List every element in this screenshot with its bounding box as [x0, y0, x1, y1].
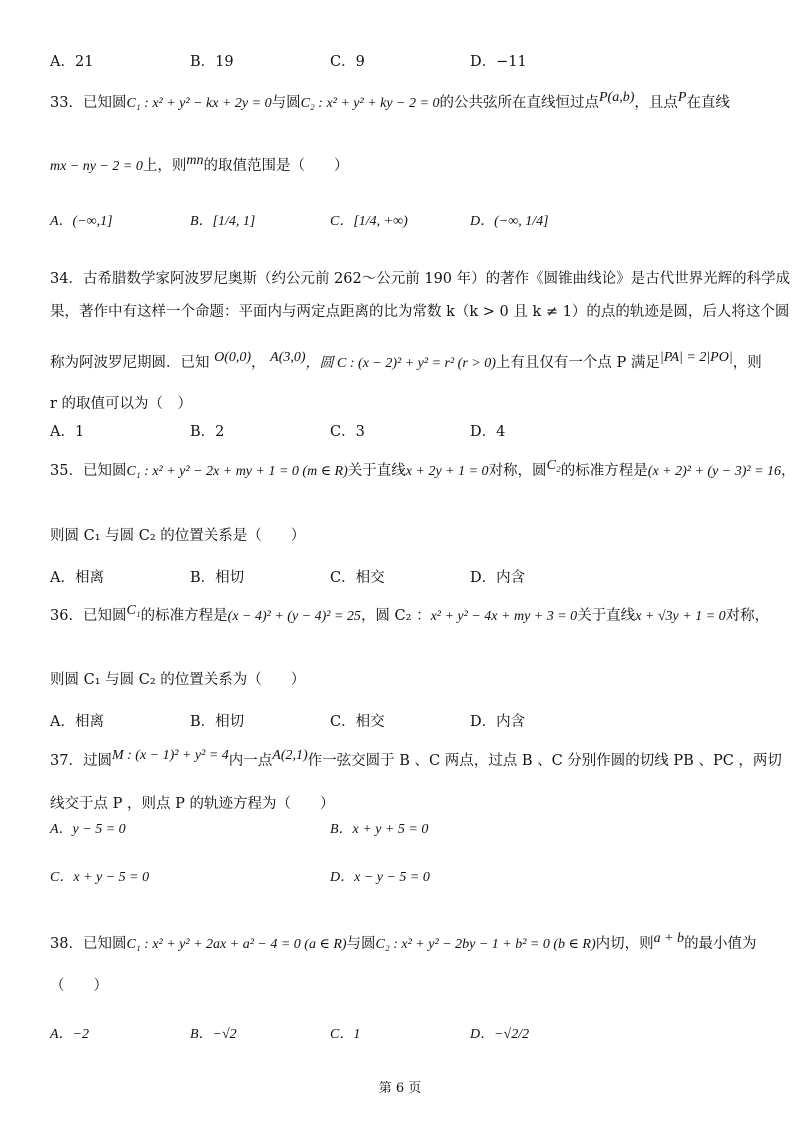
q34-option-d: D．4 — [470, 424, 506, 440]
q37-circle-m: M : (x − 1)² + y² = 4 — [111, 748, 229, 763]
q33-line-eq: mx − ny − 2 = 0 — [50, 159, 143, 174]
q38-text: 内切，则 — [595, 936, 654, 952]
q32-option-c: C．9 — [330, 54, 365, 70]
q33-text: 在直线 — [686, 95, 730, 111]
q37-option-c-text: C．x + y − 5 = 0 — [50, 870, 150, 885]
q33-text: 上，则 — [142, 158, 187, 174]
page-number: 第 6 页 — [378, 1081, 422, 1096]
q32-option-d: D．−11 — [470, 54, 527, 70]
q36-line-eq: x + √3y + 1 = 0 — [635, 609, 726, 624]
q33-stem-line1 — [50, 90, 730, 112]
q38-stem-line2: （ ） — [50, 978, 108, 994]
q37-option-b — [330, 818, 428, 838]
q35-c2: C₂ — [546, 458, 561, 473]
q37-point-a: A(2,1) — [272, 748, 308, 763]
q36-option-b: B．相切 — [190, 714, 245, 730]
q33-option-a: A．(−∞,1] — [50, 214, 113, 229]
q34-text: ，则 — [732, 355, 762, 371]
q34-option-c: C．3 — [330, 424, 365, 440]
q38-stem-line1 — [50, 931, 757, 953]
q33-text: 的取值范围是（ ） — [203, 158, 349, 174]
q36-option-a: A．相离 — [50, 714, 104, 730]
q35-circle-c2: (x + 2)² + (y − 3)² = 16 — [647, 464, 782, 479]
q37-option-a-text: A．y − 5 = 0 — [50, 822, 126, 837]
q36-text: 对称， — [725, 608, 770, 624]
q34-stem-line4: r 的取值可以为（ ） — [50, 396, 193, 412]
q38-a-plus-b: a + b — [653, 931, 685, 946]
q34-condition: |PA| = 2|PO| — [659, 350, 733, 365]
q34-point-o: O(0,0) — [214, 350, 252, 365]
q35-stem-line1 — [50, 458, 796, 480]
q33-stem-line2 — [50, 153, 349, 175]
q35-text: ， — [781, 463, 796, 479]
q33-text: ，且点 — [634, 95, 678, 111]
q35-text: 对称，圆 — [488, 463, 547, 479]
q35-line-eq: x + 2y + 1 = 0 — [405, 464, 489, 479]
q38-circle-c1: C₁ : x² + y² + 2ax + a² − 4 = 0 (a ∈ R) — [126, 937, 347, 952]
q33-mn: mn — [186, 153, 204, 168]
q37-stem-line1 — [50, 748, 782, 770]
q36-text: 关于直线 — [577, 608, 636, 624]
q36-text: 的标准方程是 — [140, 608, 228, 624]
q37-text: 内一点 — [228, 753, 273, 769]
q34-stem-line3: 称为阿波罗尼期圆．已知 O(0,0)， A(3,0)，圆 C : (x − 2)² + y² = r² (r > 0)上有且仅有一个点 P 满足|PA| = 2|PO|，则 — [50, 350, 762, 371]
q38-option-b: B．−√2 — [190, 1027, 237, 1042]
q33-circle-c1: C₁ : x² + y² − kx + 2y = 0 — [126, 96, 272, 111]
q36-option-c: C．相交 — [330, 714, 385, 730]
q38-option-c: C．1 — [330, 1027, 361, 1042]
q37-stem-line2: 线交于点 P ，则点 P 的轨迹方程为（ ） — [50, 796, 335, 812]
q33-option-d: D．(−∞, 1/4] — [470, 214, 549, 229]
q34-option-a: A．1 — [50, 424, 85, 440]
q33-option-c: C．[1/4, +∞) — [330, 214, 408, 229]
q33-point-p: P — [677, 90, 687, 105]
q38-text: 的最小值为 — [684, 936, 757, 952]
q38-option-d: D．−√2/2 — [470, 1027, 530, 1042]
q37-option-d — [330, 866, 430, 886]
q36-circle-c2: x² + y² − 4x + my + 3 = 0 — [430, 609, 578, 624]
q34-text: 称为阿波罗尼期圆．已知 — [50, 355, 210, 371]
q33-circle-c2: C₂ : x² + y² + ky − 2 = 0 — [300, 96, 440, 111]
q35-text: 的标准方程是 — [560, 463, 648, 479]
q37-option-a — [50, 818, 126, 838]
q34-stem-line2: 果，著作中有这样一个命题：平面内与两定点距离的比为常数 k（k > 0 且 k ≠ 1）的点的轨迹是圆，后人将这个圆 — [50, 304, 790, 320]
q34-option-b: B．2 — [190, 424, 225, 440]
q36-stem-line2: 则圆 C₁ 与圆 C₂ 的位置关系为（ ） — [50, 672, 306, 688]
q35-option-a: A．相离 — [50, 570, 104, 586]
q36-stem-line1 — [50, 603, 769, 625]
q35-label: 35．已知圆 — [50, 463, 127, 479]
q34-text: 上有且仅有一个点 P 满足 — [495, 355, 660, 371]
q38-circle-c2: C₂ : x² + y² − 2by − 1 + b² = 0 (b ∈ R) — [375, 937, 596, 952]
q35-stem-line2: 则圆 C₁ 与圆 C₂ 的位置关系是（ ） — [50, 528, 306, 544]
q34-stem-line1: 34．古希腊数学家阿波罗尼奥斯（约公元前 262～公元前 190 年）的著作《圆锥曲线论》是古代世界光辉的科学成 — [50, 271, 791, 287]
q38-text: 与圆 — [346, 936, 376, 952]
q36-option-d: D．内含 — [470, 714, 526, 730]
q32-option-a: A．21 — [50, 54, 94, 70]
q33-point: P(a,b) — [598, 90, 635, 105]
q32-option-b: B．19 — [190, 54, 234, 70]
q37-text: 作一弦交圆于 B 、C 两点，过点 B 、C 分别作圆的切线 PB 、PC ，两切 — [307, 753, 782, 769]
q36-c1: C₁ — [126, 603, 141, 618]
q34-point-a: A(3,0) — [270, 350, 306, 365]
q33-text: 与圆 — [271, 95, 301, 111]
q37-option-c — [50, 866, 149, 886]
q38-label: 38．已知圆 — [50, 936, 127, 952]
q36-circle-c1: (x − 4)² + (y − 4)² = 25 — [227, 609, 361, 624]
q33-text: 的公共弦所在直线恒过点 — [439, 95, 599, 111]
q37-option-b-text: B．x + y + 5 = 0 — [330, 822, 429, 837]
q35-option-d: D．内含 — [470, 570, 526, 586]
q36-text: ，圆 C₂ ： — [360, 608, 431, 624]
q38-option-a: A．−2 — [50, 1027, 89, 1042]
q33-label: 33．已知圆 — [50, 95, 127, 111]
q35-option-b: B．相切 — [190, 570, 245, 586]
q35-option-c: C．相交 — [330, 570, 385, 586]
q37-label: 37．过圆 — [50, 753, 112, 769]
q34-circle: ，圆 C : (x − 2)² + y² = r² (r > 0) — [305, 356, 496, 371]
q35-text: 关于直线 — [347, 463, 406, 479]
q37-option-d-text: D．x − y − 5 = 0 — [330, 870, 430, 885]
q36-label: 36．已知圆 — [50, 608, 127, 624]
q33-option-b: B．[1/4, 1] — [190, 214, 256, 229]
q35-circle-c1: C₁ : x² + y² − 2x + my + 1 = 0 (m ∈ R) — [126, 464, 348, 479]
